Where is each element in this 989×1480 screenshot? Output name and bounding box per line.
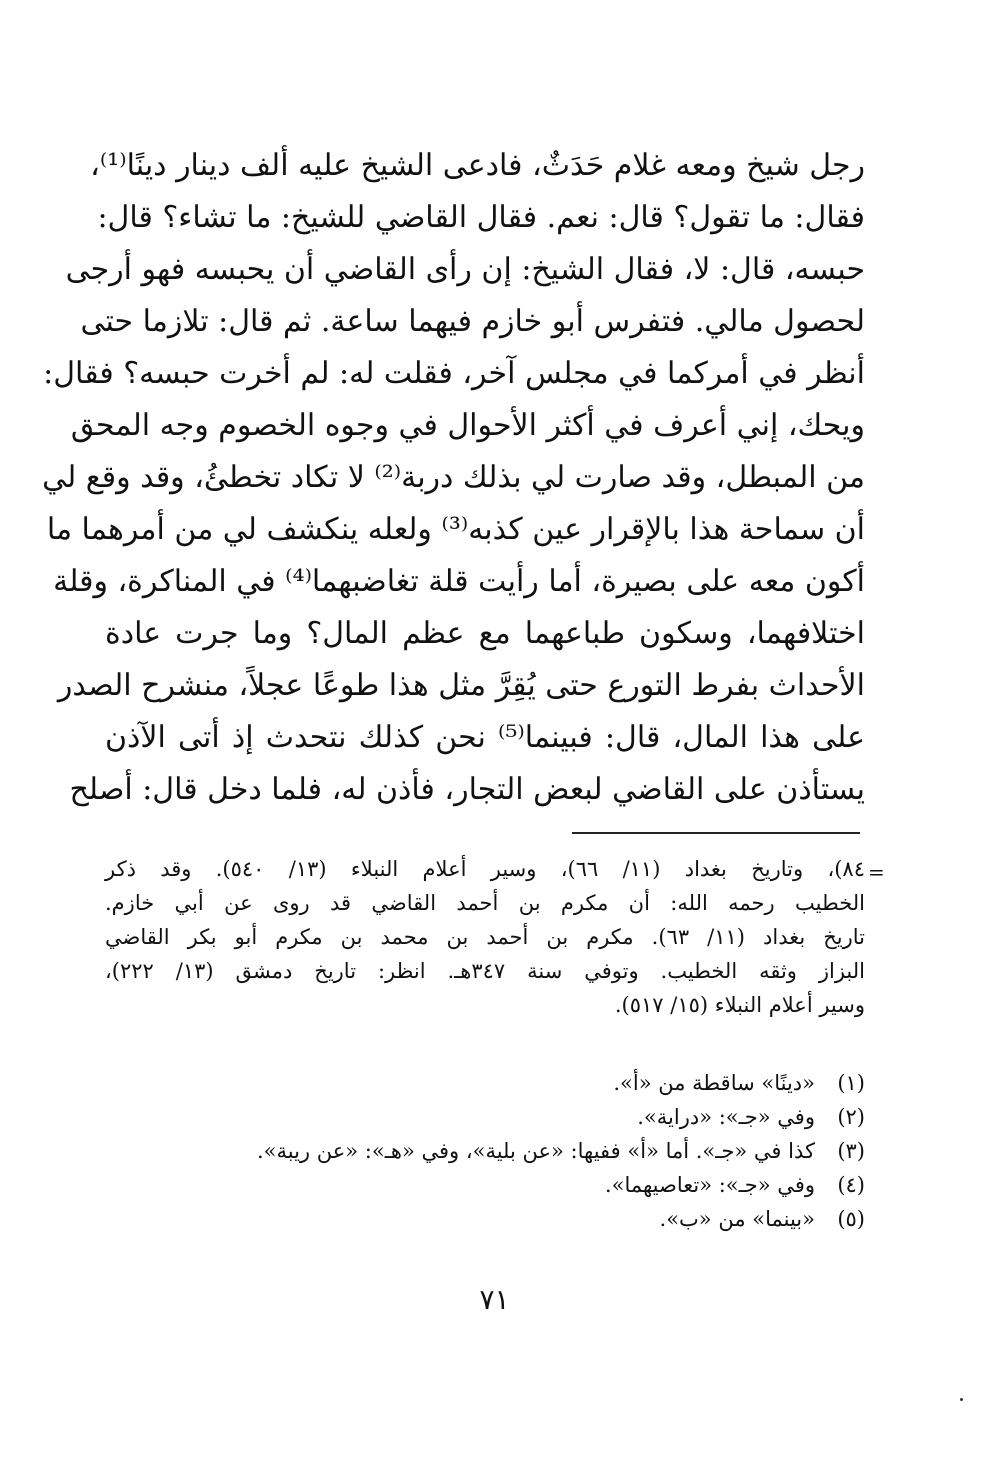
main-text-line: أنظر في أمركما في مجلس آخر، فقلت له: لم أخرت حبسه؟ فقال: [43,356,865,391]
main-text-line: الأحداث بفرط التورع حتى يُقِرَّ مثل هذا طوعًا عجلاً، منشرح الصدر [57,668,865,703]
page-number: ٧١ [479,1283,510,1316]
footnote-item [105,1066,865,1100]
footnote-item [105,1134,865,1168]
footnote-line: البزاز وثقه الخطيب. وتوفي سنة ٣٤٧هـ. انظر: تاريخ دمشق (١٣/ ٢٢٢)، [105,959,865,983]
main-text-block [42,140,865,816]
footnote-line: ٨٤)، وتاريخ بغداد (١١/ ٦٦)، وسير أعلام النبلاء (١٣/ ٥٤٠). وقد ذكر [105,857,865,881]
main-text-line: فقال: ما تقول؟ قال: نعم. فقال القاضي للشيخ: ما تشاء؟ قال: [97,200,865,235]
footnote-text: كذا في «جـ». أما «أ» ففيها: «عن بلية»، وفي «هـ»: «عن ريبة». [256,1139,815,1163]
footnote-line: وسير أعلام النبلاء (١٥/ ٥١٧). [614,993,865,1017]
scan-speck [960,1398,963,1401]
main-text-line: لحصول مالي. فتفرس أبو خازم فيهما ساعة. ثم قال: تلازما حتى [80,304,865,339]
footnote-continuation-mark: = [868,860,885,884]
footnote-line: تاريخ بغداد (١١/ ٦٣). مكرم بن أحمد بن محمد بن مكرم أبو بكر القاضي [105,925,866,949]
footnote-line: الخطيب رحمه الله: أن مكرم بن أحمد القاضي قد روى عن أبي خازم. [105,891,865,915]
footnote-continued-block [105,852,865,1022]
main-text-line: حبسه، قال: لا، فقال الشيخ: إن رأى القاضي أن يحبسه فهو أرجى [65,252,865,287]
footnote-text: وفي «جـ»: «تعاصيهما». [604,1173,815,1197]
footnote-number: (٤) [837,1173,865,1197]
footnote-text: وفي «جـ»: «دراية». [637,1105,815,1129]
footnote-number: (٥) [837,1207,865,1231]
main-text-line: من المبطل، وقد صارت لي بذلك دربة⁽²⁾ لا تكاد تخطئُ، وقد وقع لي [42,460,865,495]
main-text-line: على هذا المال، قال: فبينما⁽⁵⁾ نحن كذلك نتحدث إذ أتى الآذن [105,720,865,755]
footnote-item [105,1168,865,1202]
main-text-line: اختلافهما، وسكون طباعهما مع عظم المال؟ وما جرت عادة [105,616,865,651]
footnote-item [105,1100,865,1134]
main-text-line: ويحك، إني أعرف في أكثر الأحوال في وجوه الخصوم وجه المحق [70,408,865,443]
footnote-number: (٣) [837,1139,865,1163]
main-text-line: أكون معه على بصيرة، أما رأيت قلة تغاضبهما⁽⁴⁾ في المناكرة، وقلة [53,564,865,599]
main-text-line: يستأذن على القاضي لبعض التجار، فأذن له، فلما دخل قال: أصلح [69,772,865,807]
footnote-number: (٢) [837,1105,865,1129]
footnote-separator [572,832,860,834]
main-text-line: أن سماحة هذا بالإقرار عين كذبه⁽³⁾ ولعله ينكشف لي من أمرهما ما [46,512,865,547]
footnote-number: (١) [837,1071,865,1095]
footnote-list [105,1066,865,1236]
footnote-text: «بينما» من «ب». [659,1207,815,1231]
footnote-text: «دينًا» ساقطة من «أ». [613,1071,815,1095]
footnote-item [105,1202,865,1236]
main-text-line: رجل شيخ ومعه غلام حَدَثٌ، فادعى الشيخ عليه ألف دينار دينًا⁽¹⁾، [90,148,865,183]
